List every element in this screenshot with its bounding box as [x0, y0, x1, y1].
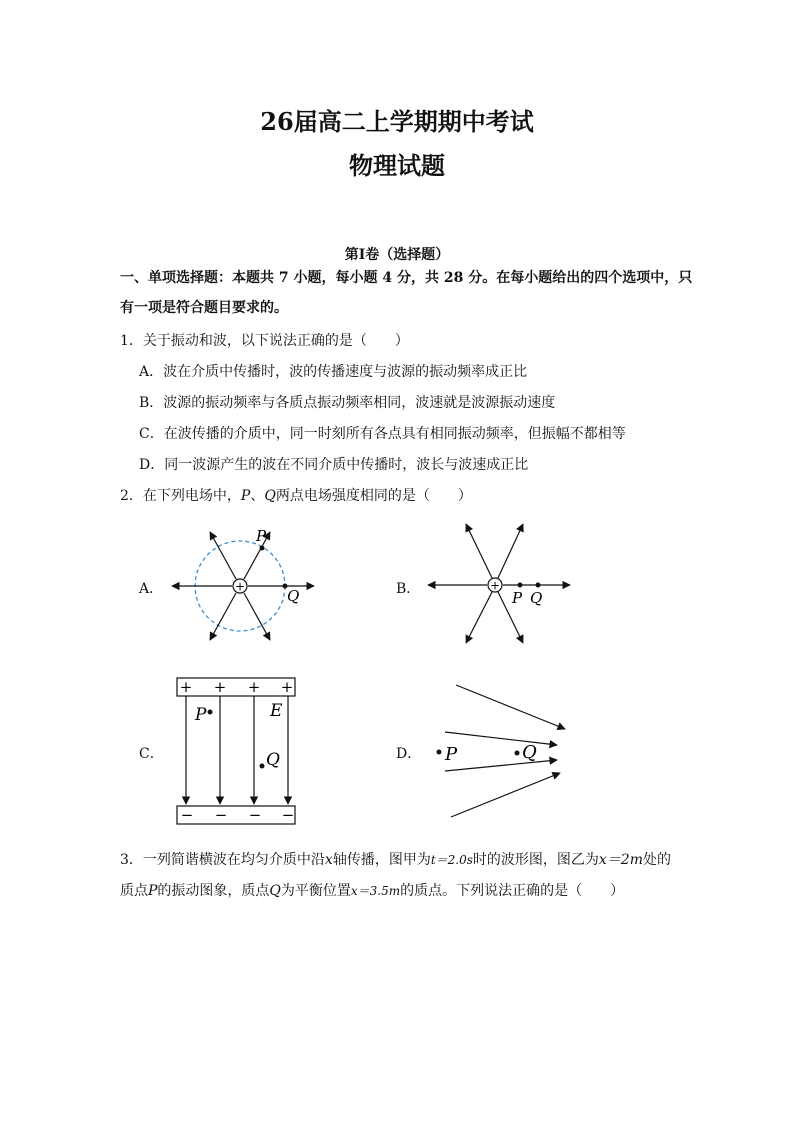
- diagram-c-minus: −: [180, 806, 194, 824]
- section-heading: 第Ⅰ卷（选择题）: [344, 247, 450, 263]
- diagram-a: [172, 527, 314, 640]
- q2-label-c: C．: [139, 746, 164, 762]
- diagram-a-label-q: Q: [287, 587, 300, 605]
- q2-label-b: B．: [396, 581, 421, 597]
- diagram-b-field-line: [498, 524, 523, 578]
- diagram-a-label-p: P: [256, 527, 267, 545]
- q1-option-b: B．波源的振动频率与各质点振动频率相同，波速就是波源振动速度: [139, 395, 556, 411]
- diagram-c: [177, 678, 295, 824]
- exam-title: 26届高二上学期期中考试: [260, 107, 534, 136]
- diagram-c-plus: +: [179, 678, 193, 696]
- diagram-d-point-p: [437, 750, 442, 755]
- diagram-a-field-line: [210, 593, 236, 640]
- section-instruction-line1: 一、单项选择题：本题共 7 小题，每小题 4 分，共 28 分。在每小题给出的四个选项中，只: [120, 270, 693, 286]
- q3-line2: [120, 881, 624, 901]
- diagram-b-point-q: [536, 583, 541, 588]
- q3-line1: [120, 850, 671, 870]
- diagram-c-point-q: [260, 764, 265, 769]
- q3-text: 处的: [642, 852, 671, 868]
- diagram-c-plus: +: [280, 678, 294, 696]
- q3-var-x: x: [324, 852, 333, 868]
- diagram-c-positive-plate: [177, 678, 295, 696]
- q3-text: 轴传播，图甲为: [332, 852, 431, 868]
- diagram-d-field-line: [456, 685, 565, 729]
- section-instruction-line2: 有一项是符合题目要求的。: [120, 300, 288, 316]
- q1-option-c: C．在波传播的介质中，同一时刻所有各点具有相同振动频率，但振幅不都相等: [139, 426, 626, 442]
- q3-text: 为平衡位置: [280, 883, 351, 899]
- q3-time: t＝2.0s: [430, 853, 473, 867]
- q3-point-q: Q: [269, 883, 281, 899]
- q3-text: 3．一列简谐横波在均匀介质中沿: [120, 852, 325, 868]
- diagram-a-point-p: [260, 546, 265, 551]
- diagram-c-plus: +: [213, 678, 227, 696]
- diagram-b: [428, 524, 570, 643]
- diagram-b-field-line: [466, 524, 492, 578]
- diagram-b-field-line: [466, 592, 492, 643]
- q2-stem-suffix: 两点电场强度相同的是（ ）: [275, 488, 472, 504]
- diagram-c-label-q: Q: [266, 750, 280, 770]
- diagram-a-field-line: [210, 532, 236, 579]
- q2-stem-p: P: [240, 488, 251, 504]
- q1-stem: 1．关于振动和波，以下说法正确的是（ ）: [120, 333, 409, 349]
- q3-text: 质点: [120, 883, 148, 899]
- diagram-d-label-p: P: [445, 744, 458, 765]
- q3-position-q: x＝3.5m: [350, 884, 401, 898]
- q2-label-a: A．: [139, 581, 164, 597]
- diagram-b-label-p: P: [512, 589, 523, 607]
- q3-point-p: P: [148, 883, 158, 899]
- diagram-c-minus: −: [214, 806, 228, 824]
- diagram-c-minus: −: [281, 806, 295, 824]
- diagram-b-charge-sign: +: [489, 578, 501, 593]
- diagram-d: [437, 685, 566, 817]
- diagram-d-field-line: [451, 773, 560, 817]
- diagram-c-label-p: P: [195, 705, 207, 725]
- q3-text: 时的波形图，图乙为: [472, 852, 599, 868]
- diagram-b-label-q: Q: [530, 589, 543, 607]
- diagram-c-negative-plate: [177, 806, 295, 824]
- q3-text: 的振动图象，质点: [157, 883, 270, 899]
- q2-stem-sep: 、: [250, 488, 265, 504]
- diagram-d-point-q: [515, 751, 520, 756]
- diagram-c-label-e: E: [270, 701, 283, 721]
- q2-stem-q: Q: [264, 488, 276, 504]
- diagram-b-point-p: [518, 583, 523, 588]
- q1-option-a: A．波在介质中传播时，波的传播速度与波源的振动频率成正比: [139, 364, 528, 380]
- diagram-c-point-p: [208, 710, 213, 715]
- diagram-d-field-line: [445, 732, 557, 745]
- diagram-c-plus: +: [247, 678, 261, 696]
- diagram-d-label-q: Q: [522, 742, 537, 763]
- q2-label-d: D．: [396, 746, 422, 762]
- diagram-a-charge-sign: +: [234, 579, 246, 594]
- q3-text: 的质点。下列说法正确的是（ ）: [400, 883, 625, 899]
- q1-option-d: D．同一波源产生的波在不同介质中传播时，波长与波速成正比: [139, 457, 529, 473]
- exam-subtitle: 物理试题: [349, 151, 445, 180]
- q2-stem-prefix: 2．在下列电场中，: [120, 488, 241, 504]
- diagram-d-field-line: [445, 760, 557, 771]
- diagram-c-minus: −: [248, 806, 262, 824]
- diagram-a-field-line: [244, 593, 270, 640]
- q3-position-x2: x＝2m: [598, 852, 643, 868]
